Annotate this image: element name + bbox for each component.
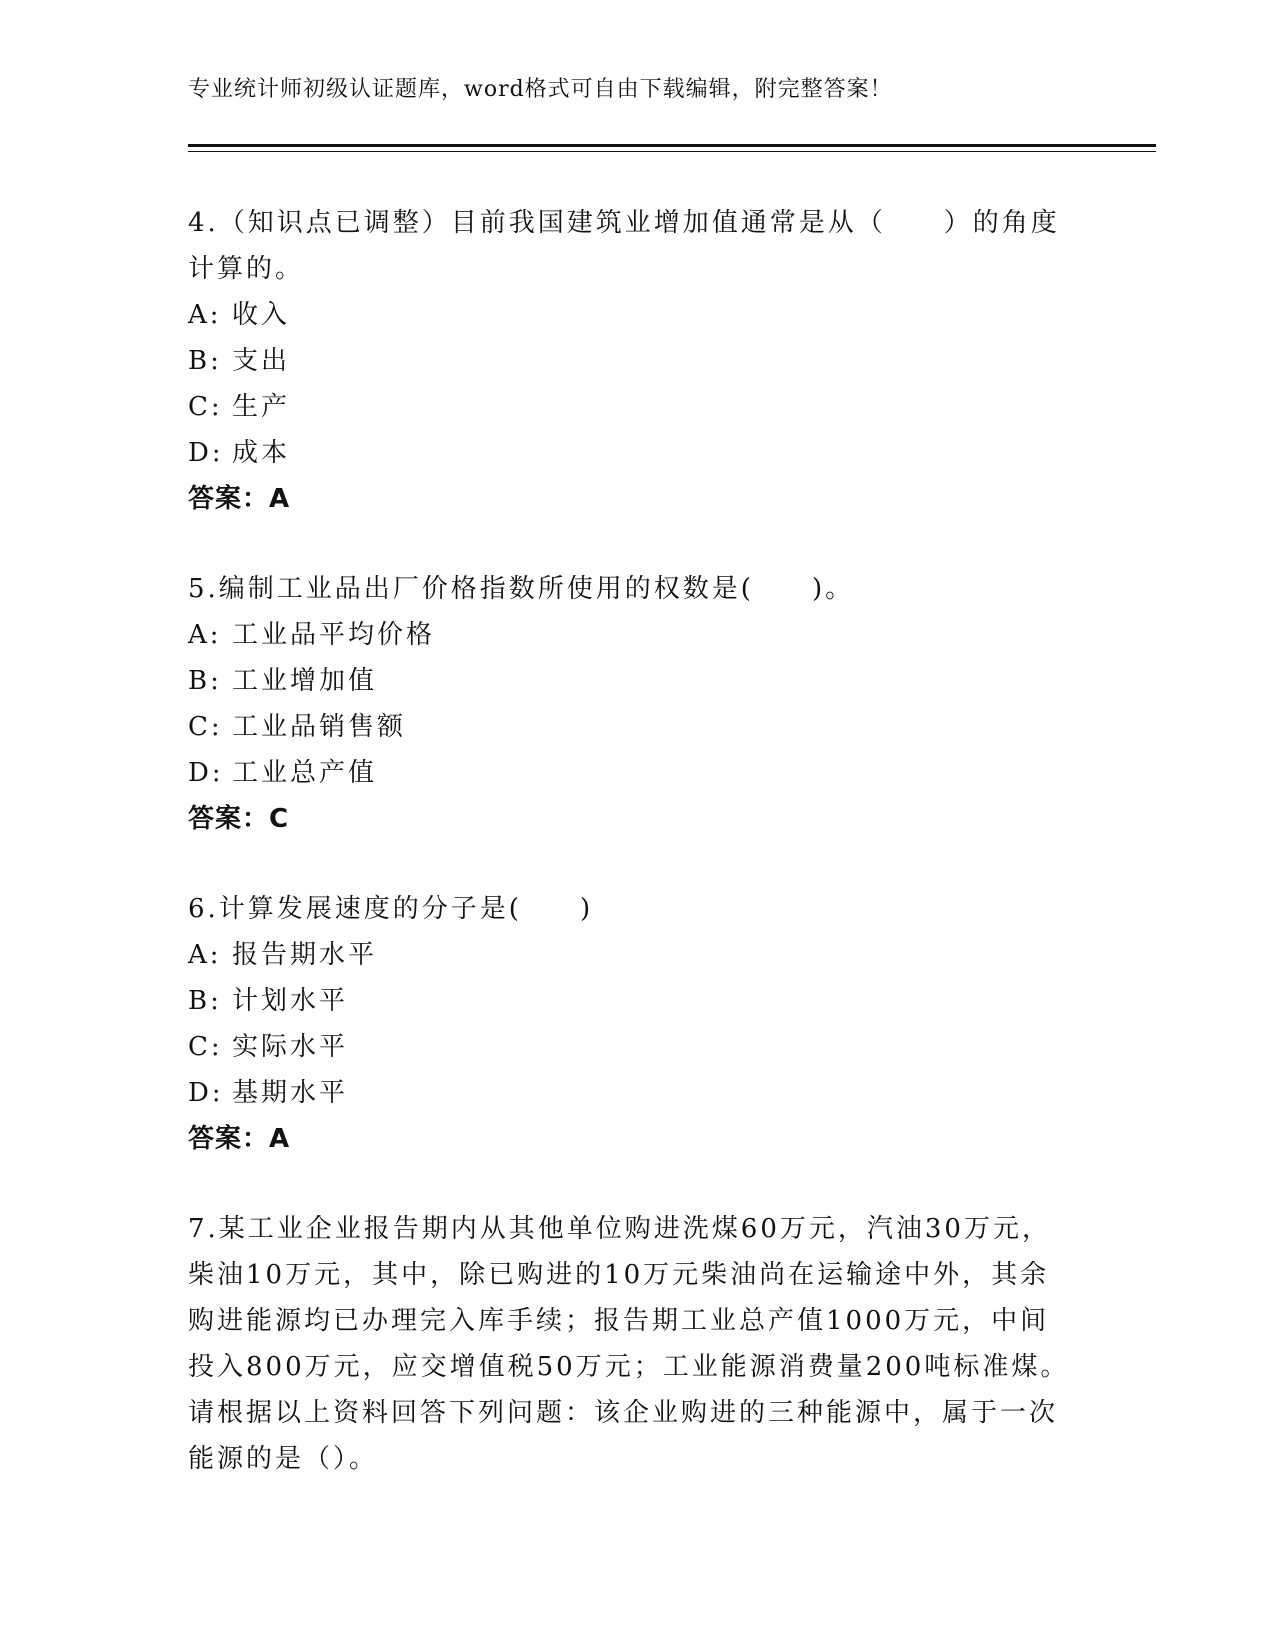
option-key: B:	[188, 986, 222, 1016]
option-key: A:	[188, 620, 222, 650]
question-4	[188, 200, 1078, 522]
option-a	[188, 612, 1078, 658]
option-key: B:	[188, 666, 222, 696]
header-divider-thick	[188, 144, 1156, 147]
option-c	[188, 384, 1078, 430]
option-key: D:	[188, 438, 224, 468]
answer-label: 答案：A	[188, 1124, 291, 1154]
option-text: 工业品销售额	[232, 712, 407, 742]
option-key: C:	[188, 712, 223, 742]
option-key: D:	[188, 758, 224, 788]
question-stem: 6.计算发展速度的分子是( )	[188, 894, 594, 924]
option-text: 工业增加值	[232, 666, 378, 696]
option-text: 报告期水平	[232, 940, 378, 970]
header-divider-thin	[188, 151, 1156, 152]
option-b	[188, 658, 1078, 704]
option-text: 生产	[232, 392, 291, 422]
answer-label: 答案：A	[188, 484, 291, 514]
option-b	[188, 338, 1078, 384]
question-stem: 7.某工业企业报告期内从其他单位购进洗煤60万元，汽油30万元，柴油10万元，其中，除已购进的10万元柴油尚在运输途中外，其余购进能源均已办理完入库手续；报告期工业总产值1000万元，中间投入800万元，应交增值税50万元；工业能源消费量200吨标准煤。请根据以上资料回答下列问题：该企业购进的三种能源中，属于一次能源的是（）。	[188, 1214, 1070, 1474]
option-text: 支出	[232, 346, 291, 376]
question-stem: 5.编制工业品出厂价格指数所使用的权数是( )。	[188, 574, 855, 604]
question-5	[188, 566, 1078, 842]
option-a	[188, 932, 1078, 978]
option-text: 基期水平	[232, 1078, 349, 1108]
option-text: 工业总产值	[232, 758, 378, 788]
question-list	[188, 200, 1078, 1526]
option-b	[188, 978, 1078, 1024]
option-text: 工业品平均价格	[232, 620, 436, 650]
option-key: C:	[188, 1032, 223, 1062]
option-key: A:	[188, 300, 222, 330]
option-d	[188, 430, 1078, 476]
option-text: 实际水平	[232, 1032, 349, 1062]
option-d	[188, 750, 1078, 796]
option-a	[188, 292, 1078, 338]
option-key: A:	[188, 940, 222, 970]
option-key: D:	[188, 1078, 224, 1108]
option-c	[188, 704, 1078, 750]
option-text: 计划水平	[232, 986, 349, 1016]
page-header: 专业统计师初级认证题库，word格式可自由下载编辑，附完整答案！	[188, 77, 893, 102]
option-d	[188, 1070, 1078, 1116]
question-6	[188, 886, 1078, 1162]
option-text: 收入	[232, 300, 291, 330]
option-text: 成本	[232, 438, 291, 468]
option-key: C:	[188, 392, 223, 422]
question-7	[188, 1206, 1078, 1482]
question-stem: 4.（知识点已调整）目前我国建筑业增加值通常是从（ ）的角度计算的。	[188, 208, 1060, 284]
answer-label: 答案：C	[188, 804, 290, 834]
option-key: B:	[188, 346, 222, 376]
option-c	[188, 1024, 1078, 1070]
